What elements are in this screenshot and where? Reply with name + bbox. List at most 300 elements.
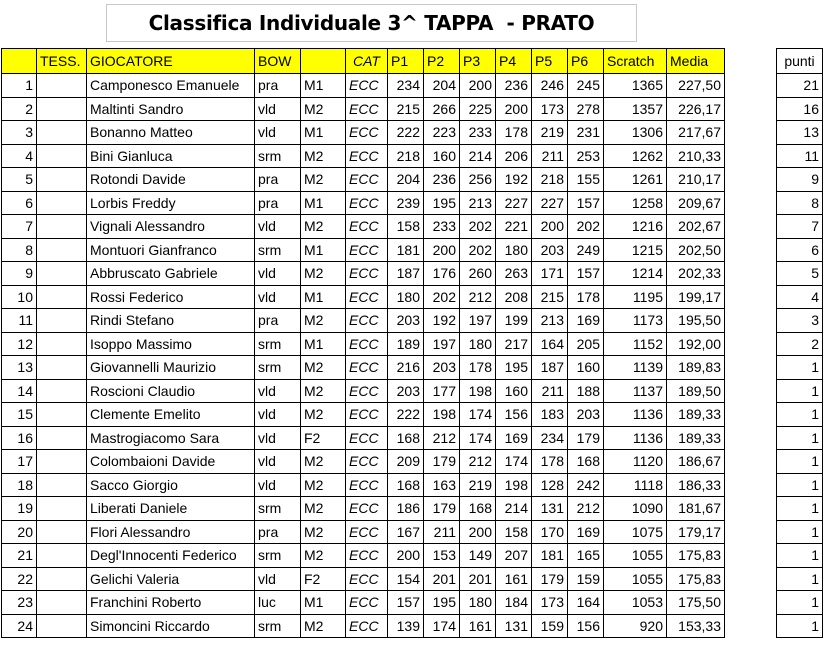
game-score-cell: 219 — [460, 473, 496, 497]
tess-cell — [37, 97, 87, 121]
header-p6: P6 — [568, 49, 604, 74]
player-name-cell: Isoppo Massimo — [87, 332, 255, 356]
points-row — [777, 309, 823, 333]
game-score-cell: 197 — [424, 332, 460, 356]
points-row — [777, 450, 823, 474]
game-score-cell: 204 — [388, 168, 424, 192]
bow-cell: vld — [255, 473, 301, 497]
category-cell: ECC — [346, 309, 388, 333]
game-score-cell: 200 — [532, 215, 568, 239]
bow-cell: srm — [255, 332, 301, 356]
game-score-cell: 155 — [568, 168, 604, 192]
bow-cell: vld — [255, 285, 301, 309]
table-row — [2, 144, 725, 168]
game-score-cell: 227 — [532, 191, 568, 215]
game-score-cell: 156 — [496, 403, 532, 427]
bow-cell: vld — [255, 97, 301, 121]
category-cell: ECC — [346, 74, 388, 98]
player-name-cell: Flori Alessandro — [87, 520, 255, 544]
category-cell: ECC — [346, 520, 388, 544]
points-cell: 1 — [777, 591, 823, 615]
class-cell: M2 — [301, 356, 346, 380]
points-row — [777, 74, 823, 98]
class-cell: M1 — [301, 74, 346, 98]
scratch-cell: 1216 — [604, 215, 667, 239]
tess-cell — [37, 332, 87, 356]
category-cell: ECC — [346, 121, 388, 145]
table-row — [2, 614, 725, 638]
media-cell: 210,17 — [667, 168, 725, 192]
media-cell: 192,00 — [667, 332, 725, 356]
position-cell: 10 — [2, 285, 37, 309]
class-cell: M2 — [301, 262, 346, 286]
category-cell: ECC — [346, 426, 388, 450]
class-cell: M2 — [301, 309, 346, 333]
scratch-cell: 1152 — [604, 332, 667, 356]
points-row — [777, 285, 823, 309]
table-row — [2, 520, 725, 544]
class-cell: M2 — [301, 403, 346, 427]
header-bow: BOW — [255, 49, 301, 74]
tess-cell — [37, 591, 87, 615]
table-row — [2, 238, 725, 262]
tess-cell — [37, 520, 87, 544]
game-score-cell: 242 — [568, 473, 604, 497]
points-cell: 1 — [777, 544, 823, 568]
points-row — [777, 544, 823, 568]
table-row — [2, 262, 725, 286]
category-cell: ECC — [346, 614, 388, 638]
table-row — [2, 544, 725, 568]
game-score-cell: 203 — [424, 356, 460, 380]
game-score-cell: 201 — [424, 567, 460, 591]
player-name-cell: Liberati Daniele — [87, 497, 255, 521]
game-score-cell: 253 — [568, 144, 604, 168]
game-score-cell: 200 — [460, 74, 496, 98]
game-score-cell: 219 — [532, 121, 568, 145]
game-score-cell: 180 — [460, 332, 496, 356]
scratch-cell: 1357 — [604, 97, 667, 121]
game-score-cell: 231 — [568, 121, 604, 145]
game-score-cell: 246 — [532, 74, 568, 98]
points-cell: 13 — [777, 121, 823, 145]
category-cell: ECC — [346, 215, 388, 239]
game-score-cell: 236 — [496, 74, 532, 98]
game-score-cell: 211 — [532, 379, 568, 403]
table-row — [2, 168, 725, 192]
position-cell: 9 — [2, 262, 37, 286]
points-row — [777, 473, 823, 497]
bow-cell: srm — [255, 614, 301, 638]
category-cell: ECC — [346, 144, 388, 168]
game-score-cell: 198 — [460, 379, 496, 403]
scratch-cell: 1306 — [604, 121, 667, 145]
game-score-cell: 169 — [568, 309, 604, 333]
game-score-cell: 180 — [388, 285, 424, 309]
class-cell: M2 — [301, 497, 346, 521]
header-p2: P2 — [424, 49, 460, 74]
media-cell: 199,17 — [667, 285, 725, 309]
media-cell: 175,50 — [667, 591, 725, 615]
game-score-cell: 173 — [532, 591, 568, 615]
class-cell: M2 — [301, 473, 346, 497]
game-score-cell: 189 — [388, 332, 424, 356]
category-cell: ECC — [346, 332, 388, 356]
game-score-cell: 213 — [532, 309, 568, 333]
game-score-cell: 209 — [388, 450, 424, 474]
points-cell: 8 — [777, 191, 823, 215]
standings-table — [1, 48, 725, 638]
media-cell: 181,67 — [667, 497, 725, 521]
game-score-cell: 161 — [496, 567, 532, 591]
tess-cell — [37, 567, 87, 591]
game-score-cell: 200 — [460, 520, 496, 544]
category-cell: ECC — [346, 238, 388, 262]
game-score-cell: 159 — [568, 567, 604, 591]
scratch-cell: 1136 — [604, 426, 667, 450]
scratch-cell: 1214 — [604, 262, 667, 286]
game-score-cell: 214 — [460, 144, 496, 168]
category-cell: ECC — [346, 379, 388, 403]
game-score-cell: 207 — [496, 544, 532, 568]
tess-cell — [37, 121, 87, 145]
media-cell: 189,50 — [667, 379, 725, 403]
game-score-cell: 174 — [496, 450, 532, 474]
media-cell: 186,33 — [667, 473, 725, 497]
category-cell: ECC — [346, 168, 388, 192]
points-cell: 1 — [777, 473, 823, 497]
game-score-cell: 131 — [532, 497, 568, 521]
points-row — [777, 262, 823, 286]
points-cell: 16 — [777, 97, 823, 121]
game-score-cell: 206 — [496, 144, 532, 168]
game-score-cell: 214 — [496, 497, 532, 521]
points-cell: 21 — [777, 74, 823, 98]
bow-cell: vld — [255, 121, 301, 145]
category-cell: ECC — [346, 191, 388, 215]
class-cell: M1 — [301, 238, 346, 262]
media-cell: 227,50 — [667, 74, 725, 98]
game-score-cell: 278 — [568, 97, 604, 121]
game-score-cell: 160 — [424, 144, 460, 168]
player-name-cell: Montuori Gianfranco — [87, 238, 255, 262]
category-cell: ECC — [346, 285, 388, 309]
game-score-cell: 180 — [496, 238, 532, 262]
game-score-cell: 234 — [532, 426, 568, 450]
bow-cell: srm — [255, 238, 301, 262]
category-cell: ECC — [346, 450, 388, 474]
position-cell: 22 — [2, 567, 37, 591]
points-row — [777, 191, 823, 215]
game-score-cell: 159 — [532, 614, 568, 638]
scratch-cell: 1215 — [604, 238, 667, 262]
bow-cell: pra — [255, 309, 301, 333]
game-score-cell: 249 — [568, 238, 604, 262]
header-class — [301, 49, 346, 74]
header-pos — [2, 49, 37, 74]
game-score-cell: 205 — [568, 332, 604, 356]
bow-cell: pra — [255, 520, 301, 544]
tess-cell — [37, 309, 87, 333]
game-score-cell: 181 — [388, 238, 424, 262]
player-name-cell: Abbruscato Gabriele — [87, 262, 255, 286]
points-row — [777, 168, 823, 192]
player-name-cell: Lorbis Freddy — [87, 191, 255, 215]
page-title: Classifica Individuale 3^ TAPPA - PRATO — [106, 4, 637, 42]
category-cell: ECC — [346, 403, 388, 427]
class-cell: M2 — [301, 544, 346, 568]
bow-cell: srm — [255, 144, 301, 168]
game-score-cell: 233 — [424, 215, 460, 239]
tess-cell — [37, 215, 87, 239]
game-score-cell: 139 — [388, 614, 424, 638]
game-score-cell: 195 — [424, 191, 460, 215]
class-cell: M1 — [301, 332, 346, 356]
points-header-row — [777, 49, 823, 74]
game-score-cell: 200 — [388, 544, 424, 568]
game-score-cell: 157 — [568, 262, 604, 286]
position-cell: 2 — [2, 97, 37, 121]
player-name-cell: Roscioni Claudio — [87, 379, 255, 403]
game-score-cell: 212 — [568, 497, 604, 521]
game-score-cell: 200 — [424, 238, 460, 262]
game-score-cell: 192 — [424, 309, 460, 333]
game-score-cell: 234 — [388, 74, 424, 98]
game-score-cell: 202 — [460, 215, 496, 239]
position-cell: 11 — [2, 309, 37, 333]
game-score-cell: 149 — [460, 544, 496, 568]
points-cell: 6 — [777, 238, 823, 262]
game-score-cell: 171 — [532, 262, 568, 286]
category-cell: ECC — [346, 262, 388, 286]
table-row — [2, 473, 725, 497]
game-score-cell: 167 — [388, 520, 424, 544]
table-row — [2, 97, 725, 121]
position-cell: 6 — [2, 191, 37, 215]
media-cell: 210,33 — [667, 144, 725, 168]
position-cell: 1 — [2, 74, 37, 98]
game-score-cell: 184 — [496, 591, 532, 615]
scratch-cell: 1365 — [604, 74, 667, 98]
game-score-cell: 157 — [568, 191, 604, 215]
game-score-cell: 174 — [460, 403, 496, 427]
table-row — [2, 591, 725, 615]
points-cell: 3 — [777, 309, 823, 333]
media-cell: 153,33 — [667, 614, 725, 638]
category-cell: ECC — [346, 567, 388, 591]
game-score-cell: 164 — [532, 332, 568, 356]
player-name-cell: Degl'Innocenti Federico — [87, 544, 255, 568]
media-cell: 209,67 — [667, 191, 725, 215]
points-cell: 1 — [777, 403, 823, 427]
game-score-cell: 168 — [388, 426, 424, 450]
category-cell: ECC — [346, 97, 388, 121]
position-cell: 4 — [2, 144, 37, 168]
table-row — [2, 332, 725, 356]
position-cell: 3 — [2, 121, 37, 145]
game-score-cell: 222 — [388, 403, 424, 427]
category-cell: ECC — [346, 497, 388, 521]
game-score-cell: 178 — [568, 285, 604, 309]
points-row — [777, 356, 823, 380]
game-score-cell: 203 — [568, 403, 604, 427]
game-score-cell: 160 — [568, 356, 604, 380]
media-cell: 175,83 — [667, 567, 725, 591]
bow-cell: vld — [255, 426, 301, 450]
table-row — [2, 403, 725, 427]
game-score-cell: 188 — [568, 379, 604, 403]
bow-cell: vld — [255, 403, 301, 427]
media-cell: 226,17 — [667, 97, 725, 121]
game-score-cell: 227 — [496, 191, 532, 215]
game-score-cell: 221 — [496, 215, 532, 239]
game-score-cell: 156 — [568, 614, 604, 638]
position-cell: 20 — [2, 520, 37, 544]
points-row — [777, 520, 823, 544]
media-cell: 175,83 — [667, 544, 725, 568]
media-cell: 189,83 — [667, 356, 725, 380]
header-p5: P5 — [532, 49, 568, 74]
game-score-cell: 173 — [532, 97, 568, 121]
player-name-cell: Maltinti Sandro — [87, 97, 255, 121]
scratch-cell: 1053 — [604, 591, 667, 615]
game-score-cell: 165 — [568, 544, 604, 568]
game-score-cell: 202 — [424, 285, 460, 309]
points-cell: 7 — [777, 215, 823, 239]
position-cell: 24 — [2, 614, 37, 638]
game-score-cell: 179 — [568, 426, 604, 450]
tess-cell — [37, 450, 87, 474]
scratch-cell: 1137 — [604, 379, 667, 403]
bow-cell: pra — [255, 168, 301, 192]
bow-cell: vld — [255, 567, 301, 591]
game-score-cell: 217 — [496, 332, 532, 356]
points-cell: 1 — [777, 379, 823, 403]
position-cell: 5 — [2, 168, 37, 192]
table-row — [2, 285, 725, 309]
game-score-cell: 239 — [388, 191, 424, 215]
tess-cell — [37, 168, 87, 192]
points-table — [776, 48, 823, 638]
bow-cell: vld — [255, 450, 301, 474]
game-score-cell: 211 — [532, 144, 568, 168]
tess-cell — [37, 144, 87, 168]
class-cell: F2 — [301, 567, 346, 591]
tess-cell — [37, 426, 87, 450]
header-punti: punti — [777, 49, 823, 74]
bow-cell: vld — [255, 215, 301, 239]
game-score-cell: 163 — [424, 473, 460, 497]
points-cell: 1 — [777, 356, 823, 380]
game-score-cell: 245 — [568, 74, 604, 98]
game-score-cell: 164 — [568, 591, 604, 615]
media-cell: 189,33 — [667, 403, 725, 427]
points-row — [777, 332, 823, 356]
points-cell: 11 — [777, 144, 823, 168]
game-score-cell: 169 — [496, 426, 532, 450]
player-name-cell: Rossi Federico — [87, 285, 255, 309]
table-row — [2, 74, 725, 98]
tess-cell — [37, 262, 87, 286]
points-row — [777, 567, 823, 591]
game-score-cell: 178 — [496, 121, 532, 145]
game-score-cell: 160 — [496, 379, 532, 403]
scratch-cell: 1090 — [604, 497, 667, 521]
points-row — [777, 497, 823, 521]
position-cell: 16 — [2, 426, 37, 450]
class-cell: M2 — [301, 450, 346, 474]
game-score-cell: 168 — [388, 473, 424, 497]
table-row — [2, 450, 725, 474]
game-score-cell: 204 — [424, 74, 460, 98]
game-score-cell: 213 — [460, 191, 496, 215]
game-score-cell: 203 — [388, 379, 424, 403]
game-score-cell: 215 — [388, 97, 424, 121]
game-score-cell: 211 — [424, 520, 460, 544]
game-score-cell: 198 — [424, 403, 460, 427]
scratch-cell: 920 — [604, 614, 667, 638]
game-score-cell: 128 — [532, 473, 568, 497]
game-score-cell: 233 — [460, 121, 496, 145]
game-score-cell: 178 — [532, 450, 568, 474]
bow-cell: vld — [255, 379, 301, 403]
position-cell: 17 — [2, 450, 37, 474]
game-score-cell: 176 — [424, 262, 460, 286]
tess-cell — [37, 473, 87, 497]
position-cell: 14 — [2, 379, 37, 403]
game-score-cell: 161 — [460, 614, 496, 638]
class-cell: M1 — [301, 591, 346, 615]
table-row — [2, 567, 725, 591]
game-score-cell: 154 — [388, 567, 424, 591]
class-cell: M2 — [301, 520, 346, 544]
position-cell: 8 — [2, 238, 37, 262]
points-row — [777, 144, 823, 168]
tess-cell — [37, 403, 87, 427]
game-score-cell: 178 — [460, 356, 496, 380]
class-cell: M1 — [301, 191, 346, 215]
table-row — [2, 497, 725, 521]
points-cell: 1 — [777, 520, 823, 544]
category-cell: ECC — [346, 473, 388, 497]
media-cell: 195,50 — [667, 309, 725, 333]
game-score-cell: 179 — [532, 567, 568, 591]
table-row — [2, 426, 725, 450]
game-score-cell: 168 — [568, 450, 604, 474]
game-score-cell: 203 — [532, 238, 568, 262]
bow-cell: pra — [255, 191, 301, 215]
game-score-cell: 263 — [496, 262, 532, 286]
media-cell: 186,67 — [667, 450, 725, 474]
game-score-cell: 158 — [388, 215, 424, 239]
player-name-cell: Vignali Alessandro — [87, 215, 255, 239]
game-score-cell: 203 — [388, 309, 424, 333]
tess-cell — [37, 191, 87, 215]
game-score-cell: 218 — [388, 144, 424, 168]
player-name-cell: Bonanno Matteo — [87, 121, 255, 145]
points-cell: 1 — [777, 614, 823, 638]
points-cell: 4 — [777, 285, 823, 309]
player-name-cell: Camponesco Emanuele — [87, 74, 255, 98]
game-score-cell: 218 — [532, 168, 568, 192]
bow-cell: srm — [255, 544, 301, 568]
table-row — [2, 356, 725, 380]
game-score-cell: 179 — [424, 450, 460, 474]
game-score-cell: 195 — [424, 591, 460, 615]
scratch-cell: 1173 — [604, 309, 667, 333]
game-score-cell: 208 — [496, 285, 532, 309]
player-name-cell: Mastrogiacomo Sara — [87, 426, 255, 450]
